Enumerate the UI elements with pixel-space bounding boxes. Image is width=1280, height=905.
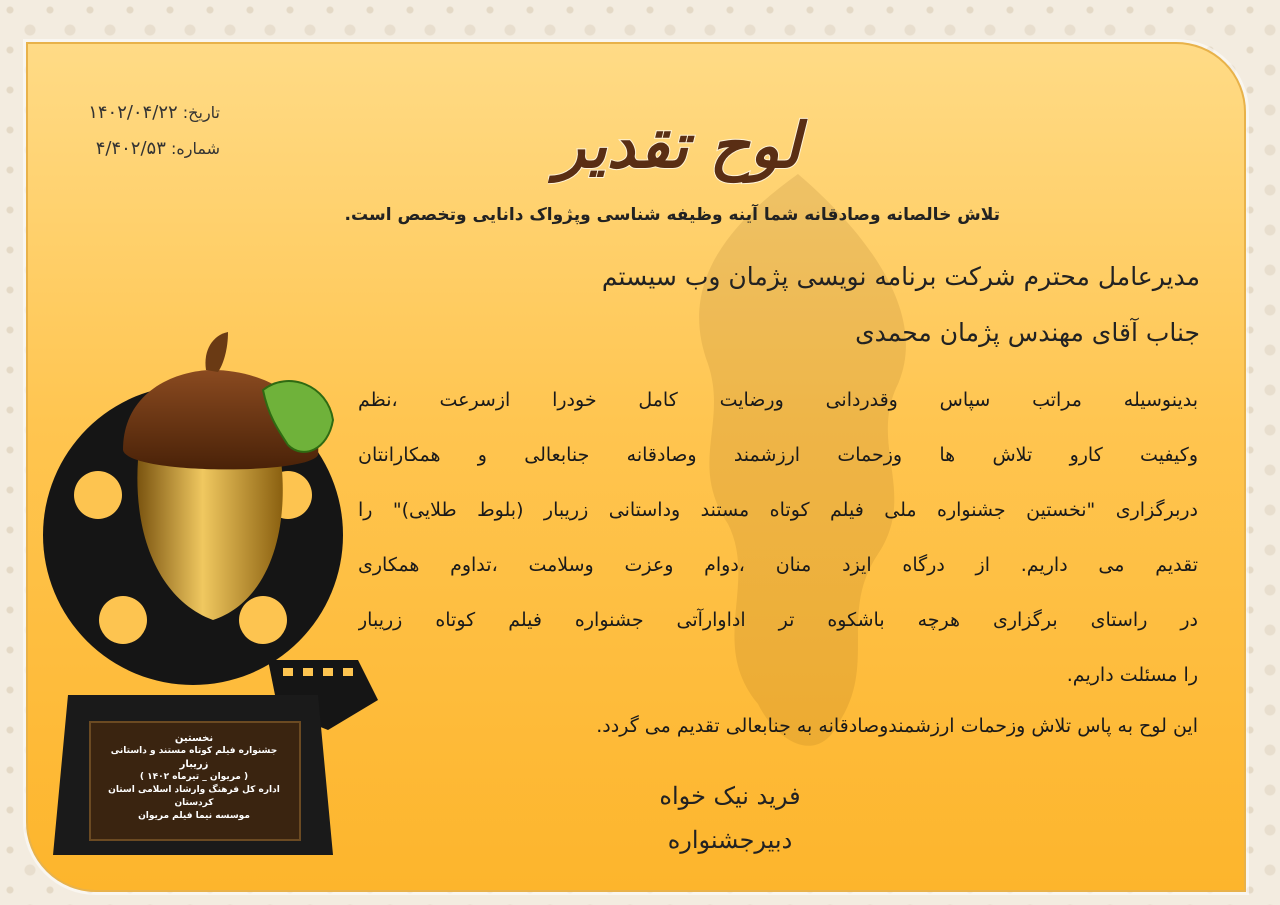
signer-name: فرید نیک خواه: [659, 782, 801, 810]
plaque-line: نخستین: [174, 733, 214, 744]
plaque-line: جشنواره فیلم کوتاه مستند و داستانی: [110, 746, 278, 756]
number-value: ۴/۴۰۲/۵۳: [95, 138, 166, 159]
number-row: [40, 138, 220, 159]
body-text: [358, 380, 1198, 710]
body-line: تقدیم می داریم. از درگاه ایزد منان ،دوام وعزت وسلامت ،تداوم همکاری: [358, 554, 1198, 576]
plaque-line: موسسه نیما فیلم مریوان: [138, 811, 250, 821]
date-value: ۱۴۰۲/۰۴/۲۲: [88, 102, 178, 123]
recipient-line-1: مدیرعامل محترم شرکت برنامه نویسی پژمان وب سیستم: [601, 262, 1200, 291]
body-line: را مسئلت داریم.: [1066, 664, 1198, 686]
body-line: وکیفیت کارو تلاش ها وزحمات ارزشمند وصادقانه جنابعالی و همکارانتان: [358, 444, 1198, 466]
number-label: شماره:: [170, 139, 220, 158]
certificate-title: [548, 92, 808, 212]
signer-role: دبیرجشنواره: [667, 826, 793, 854]
plaque-line: ( مریوان _ تیرماه ۱۴۰۲ ): [139, 772, 249, 782]
plaque-line: اداره کل فرهنگ وارشاد اسلامی استان کردستان: [108, 785, 280, 808]
date-label: تاریخ:: [182, 103, 220, 122]
plaque-line: زریبار: [179, 759, 209, 770]
title-text: لوح تقدیر: [555, 109, 801, 182]
recipient-line-2: جناب آقای مهندس پژمان محمدی: [855, 318, 1200, 347]
trophy-plaque: [96, 732, 292, 823]
body-line: در راستای برگزاری هرچه باشکوه تر اداوارآتی جشنواره فیلم کوتاه زریبار: [358, 609, 1198, 631]
date-row: [40, 102, 220, 123]
intro-text: تلاش خالصانه وصادقانه شما آینه وظیفه شناسی وپژواک دانایی وتخصص است.: [344, 205, 1000, 225]
body-line: دربرگزاری "نخستین جشنواره ملی فیلم کوتاه مستند وداستانی زریبار (بلوط طلایی)" را: [358, 499, 1198, 521]
closing-text: این لوح به پاس تلاش وزحمات ارزشمندوصادقانه به جنابعالی تقدیم می گردد.: [596, 715, 1198, 737]
body-line: بدینوسیله مراتب سپاس وقدردانی ورضایت کامل خودرا ازسرعت ،نظم: [358, 389, 1198, 411]
